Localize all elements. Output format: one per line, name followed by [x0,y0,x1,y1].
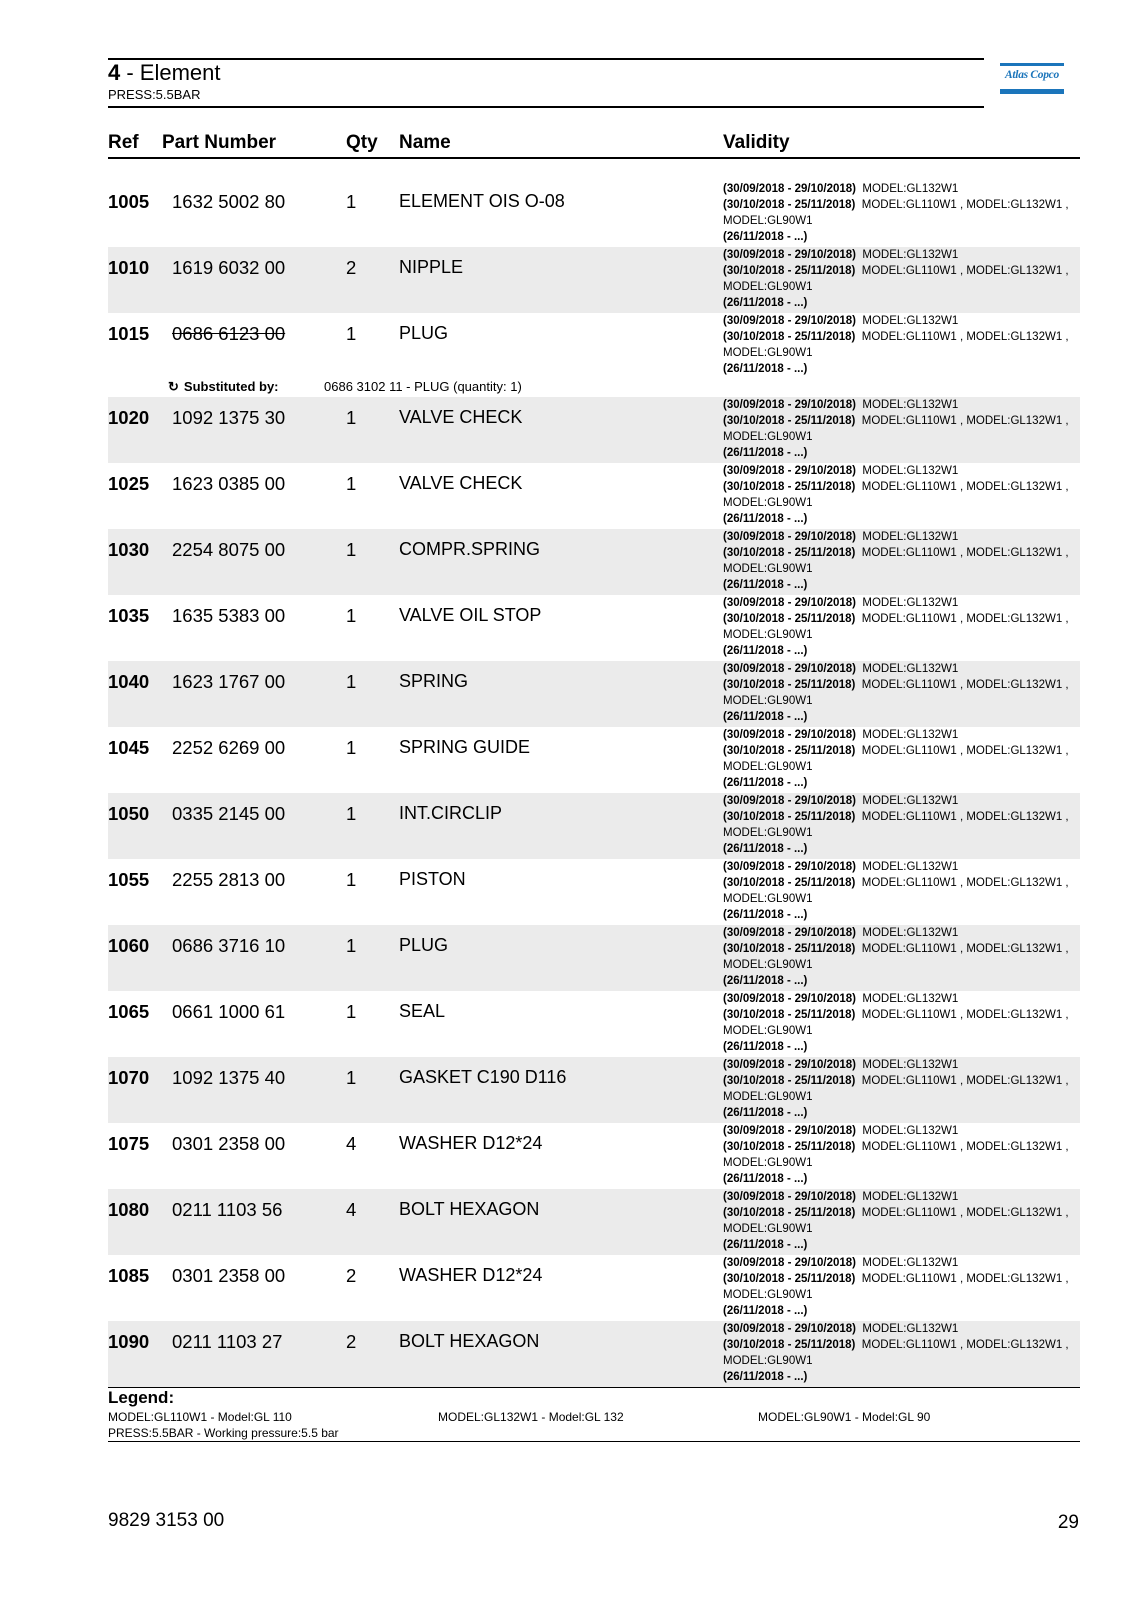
validity-models: MODEL:GL90W1 [723,959,813,971]
legend-item: MODEL:GL110W1 - Model:GL 110 [108,1410,292,1424]
validity-range: (30/09/2018 - 29/10/2018) [723,861,856,873]
logo-bar-bottom [1000,89,1064,94]
substituted-label: ↻ Substituted by: [168,379,279,394]
validity-range: (30/10/2018 - 25/11/2018) [723,1141,856,1153]
validity-range: (26/11/2018 - ...) [723,843,808,855]
validity-range: (26/11/2018 - ...) [723,297,808,309]
table-row [108,397,1080,463]
validity-info [723,661,1069,725]
validity-range: (30/09/2018 - 29/10/2018) [723,183,856,195]
part-number: 2254 8075 00 [172,539,286,560]
legend-item: MODEL:GL90W1 - Model:GL 90 [758,1410,931,1424]
validity-models: MODEL:GL90W1 [723,1157,813,1169]
validity-models: MODEL:GL132W1 [862,1323,959,1335]
part-qty: 1 [346,737,357,758]
validity-models: MODEL:GL132W1 [862,399,959,411]
validity-models: MODEL:GL110W1 , MODEL:GL132W1 , [861,481,1069,493]
table-row [108,727,1080,793]
validity-range: (26/11/2018 - ...) [723,1239,808,1251]
part-ref: 1020 [108,407,150,428]
validity-models: MODEL:GL132W1 [862,465,959,477]
validity-range: (30/09/2018 - 29/10/2018) [723,465,856,477]
part-name: WASHER D12*24 [399,1265,543,1285]
validity-models: MODEL:GL110W1 , MODEL:GL132W1 , [861,1339,1069,1351]
logo-wordmark: Atlas Copco [1005,69,1059,81]
validity-range: (30/10/2018 - 25/11/2018) [723,613,856,625]
validity-range: (30/09/2018 - 29/10/2018) [723,1059,856,1071]
validity-models: MODEL:GL110W1 , MODEL:GL132W1 , [861,877,1069,889]
part-number: 2252 6269 00 [172,737,286,758]
validity-range: (30/10/2018 - 25/11/2018) [723,1009,856,1021]
validity-models: MODEL:GL132W1 [862,1059,959,1071]
part-ref: 1060 [108,935,150,956]
table-row [108,661,1080,727]
validity-range: (30/10/2018 - 25/11/2018) [723,877,856,889]
validity-range: (30/09/2018 - 29/10/2018) [723,993,856,1005]
validity-models: MODEL:GL110W1 , MODEL:GL132W1 , [861,265,1069,277]
part-qty: 1 [346,935,357,956]
validity-range: (26/11/2018 - ...) [723,1173,808,1185]
part-number: 0686 3716 10 [172,935,286,956]
validity-range: (30/10/2018 - 25/11/2018) [723,1273,856,1285]
validity-range: (26/11/2018 - ...) [723,975,808,987]
part-qty: 1 [346,869,357,890]
col-header-name: Name [399,132,451,153]
substitution-note [108,379,1080,397]
validity-range: (30/10/2018 - 25/11/2018) [723,745,856,757]
validity-models: MODEL:GL90W1 [723,281,813,293]
validity-range: (30/10/2018 - 25/11/2018) [723,415,856,427]
section-number: 4 [108,60,121,85]
validity-models: MODEL:GL90W1 [723,1091,813,1103]
validity-range: (30/09/2018 - 29/10/2018) [723,1125,856,1137]
part-number: 0211 1103 27 [172,1331,283,1352]
part-qty: 1 [346,671,357,692]
table-row [108,925,1080,991]
validity-models: MODEL:GL132W1 [862,927,959,939]
document-number: 9829 3153 00 [108,1510,225,1531]
part-number: 2255 2813 00 [172,869,286,890]
part-qty: 2 [346,257,357,278]
validity-range: (26/11/2018 - ...) [723,1107,808,1119]
validity-info [723,397,1069,461]
part-name: SPRING [399,671,469,691]
table-row [108,313,1080,397]
part-name: NIPPLE [399,257,464,277]
validity-range: (30/10/2018 - 25/11/2018) [723,199,856,211]
validity-models: MODEL:GL132W1 [862,315,959,327]
table-row [108,463,1080,529]
validity-models: MODEL:GL110W1 , MODEL:GL132W1 , [861,1075,1069,1087]
validity-info [723,313,1069,377]
validity-range: (30/09/2018 - 29/10/2018) [723,1323,856,1335]
substituted-text: 0686 3102 11 - PLUG (quantity: 1) [324,379,522,394]
validity-range: (30/10/2018 - 25/11/2018) [723,331,856,343]
validity-range: (30/09/2018 - 29/10/2018) [723,1257,856,1269]
validity-range: (26/11/2018 - ...) [723,513,808,525]
col-header-part-number: Part Number [162,132,277,153]
validity-range: (30/09/2018 - 29/10/2018) [723,729,856,741]
validity-info [723,859,1069,923]
part-name: VALVE OIL STOP [399,605,542,625]
part-qty: 1 [346,191,357,212]
table-row [108,1123,1080,1189]
part-name: SPRING GUIDE [399,737,531,757]
validity-models: MODEL:GL132W1 [862,729,959,741]
part-ref: 1005 [108,191,150,212]
part-name: PISTON [399,869,466,889]
table-row [108,1255,1080,1321]
part-ref: 1070 [108,1067,150,1088]
part-qty: 1 [346,539,357,560]
validity-models: MODEL:GL110W1 , MODEL:GL132W1 , [861,1207,1069,1219]
part-ref: 1035 [108,605,150,626]
part-ref: 1050 [108,803,150,824]
validity-models: MODEL:GL132W1 [862,249,959,261]
validity-range: (30/09/2018 - 29/10/2018) [723,531,856,543]
legend-divider-bottom [108,1441,1080,1442]
validity-range: (26/11/2018 - ...) [723,645,808,657]
part-qty: 1 [346,323,357,344]
validity-range: (30/09/2018 - 29/10/2018) [723,927,856,939]
validity-models: MODEL:GL90W1 [723,1355,813,1367]
part-ref: 1010 [108,257,150,278]
validity-range: (30/10/2018 - 25/11/2018) [723,1339,856,1351]
validity-models: MODEL:GL132W1 [862,183,959,195]
validity-models: MODEL:GL90W1 [723,1289,813,1301]
validity-models: MODEL:GL110W1 , MODEL:GL132W1 , [861,415,1069,427]
part-name: PLUG [399,935,449,955]
validity-models: MODEL:GL90W1 [723,215,813,227]
validity-models: MODEL:GL132W1 [862,1125,959,1137]
legend-divider-top [108,1387,1080,1388]
validity-models: MODEL:GL90W1 [723,629,813,641]
validity-models: MODEL:GL90W1 [723,1223,813,1235]
part-ref: 1080 [108,1199,150,1220]
col-header-validity: Validity [723,132,790,153]
table-row [108,1057,1080,1123]
validity-models: MODEL:GL110W1 , MODEL:GL132W1 , [861,613,1069,625]
part-name: GASKET C190 D116 [399,1067,567,1087]
validity-range: (26/11/2018 - ...) [723,1371,808,1383]
validity-models: MODEL:GL110W1 , MODEL:GL132W1 , [861,331,1069,343]
table-row [108,529,1080,595]
validity-range: (30/09/2018 - 29/10/2018) [723,597,856,609]
part-number: 1092 1375 40 [172,1067,286,1088]
validity-range: (26/11/2018 - ...) [723,447,808,459]
header-divider [108,157,1080,159]
validity-info [723,1057,1069,1121]
validity-range: (30/09/2018 - 29/10/2018) [723,249,856,261]
part-name: WASHER D12*24 [399,1133,543,1153]
part-number: 0335 2145 00 [172,803,286,824]
validity-range: (30/09/2018 - 29/10/2018) [723,663,856,675]
part-qty: 1 [346,803,357,824]
part-name: INT.CIRCLIP [399,803,503,823]
part-number: 1623 0385 00 [172,473,286,494]
part-qty: 1 [346,1001,357,1022]
validity-models: MODEL:GL90W1 [723,893,813,905]
part-number: 0686 6123 00 [172,323,286,344]
validity-info [723,1189,1069,1253]
validity-info [723,247,1069,311]
validity-range: (30/10/2018 - 25/11/2018) [723,811,856,823]
validity-models: MODEL:GL132W1 [862,795,959,807]
part-name: COMPR.SPRING [399,539,541,559]
part-number: 0661 1000 61 [172,1001,286,1022]
part-qty: 1 [346,605,357,626]
part-name: VALVE CHECK [399,407,523,427]
validity-models: MODEL:GL90W1 [723,1025,813,1037]
substitute-icon: ↻ [168,379,179,394]
part-number: 1092 1375 30 [172,407,286,428]
legend-item: MODEL:GL132W1 - Model:GL 132 [438,1410,624,1424]
part-name: ELEMENT OIS O-08 [399,191,565,211]
part-ref: 1075 [108,1133,150,1154]
part-qty: 1 [346,407,357,428]
validity-models: MODEL:GL110W1 , MODEL:GL132W1 , [861,547,1069,559]
validity-info [723,1255,1069,1319]
validity-models: MODEL:GL132W1 [862,1191,959,1203]
validity-range: (30/10/2018 - 25/11/2018) [723,1075,856,1087]
part-number: 1632 5002 80 [172,191,286,212]
part-name: BOLT HEXAGON [399,1331,540,1351]
validity-models: MODEL:GL132W1 [862,1257,959,1269]
legend-title: Legend: [108,1388,175,1407]
validity-range: (30/10/2018 - 25/11/2018) [723,547,856,559]
part-ref: 1015 [108,323,150,344]
page-number: 29 [1057,1512,1079,1533]
part-name: BOLT HEXAGON [399,1199,540,1219]
validity-info [723,595,1069,659]
part-ref: 1045 [108,737,150,758]
validity-info [723,925,1069,989]
part-ref: 1030 [108,539,150,560]
table-row [108,1189,1080,1255]
validity-models: MODEL:GL110W1 , MODEL:GL132W1 , [861,679,1069,691]
validity-range: (30/10/2018 - 25/11/2018) [723,943,856,955]
validity-info [723,463,1069,527]
part-ref: 1055 [108,869,150,890]
table-row [108,181,1080,247]
part-number: 0301 2358 00 [172,1265,286,1286]
validity-models: MODEL:GL110W1 , MODEL:GL132W1 , [861,811,1069,823]
part-number: 0301 2358 00 [172,1133,286,1154]
table-row [108,991,1080,1057]
part-ref: 1090 [108,1331,150,1352]
atlas-copco-logo [1000,63,1064,95]
validity-range: (30/09/2018 - 29/10/2018) [723,399,856,411]
logo-bar-top [1000,63,1064,66]
part-ref: 1025 [108,473,150,494]
validity-models: MODEL:GL110W1 , MODEL:GL132W1 , [861,199,1069,211]
validity-range: (30/09/2018 - 29/10/2018) [723,315,856,327]
part-qty: 1 [346,1067,357,1088]
validity-range: (26/11/2018 - ...) [723,777,808,789]
section-subtitle: PRESS:5.5BAR [108,87,201,102]
part-qty: 4 [346,1133,357,1154]
part-qty: 4 [346,1199,357,1220]
validity-range: (26/11/2018 - ...) [723,1305,808,1317]
part-name: PLUG [399,323,449,343]
table-row [108,1321,1080,1387]
section-title-text: - Element [120,60,221,85]
validity-info [723,1321,1069,1385]
validity-models: MODEL:GL110W1 , MODEL:GL132W1 , [861,1009,1069,1021]
validity-models: MODEL:GL90W1 [723,347,813,359]
validity-models: MODEL:GL110W1 , MODEL:GL132W1 , [861,745,1069,757]
part-ref: 1040 [108,671,150,692]
part-qty: 2 [346,1265,357,1286]
validity-range: (26/11/2018 - ...) [723,579,808,591]
validity-range: (30/10/2018 - 25/11/2018) [723,265,856,277]
part-number: 1635 5383 00 [172,605,286,626]
validity-models: MODEL:GL132W1 [862,861,959,873]
legend-item: PRESS:5.5BAR - Working pressure:5.5 bar [108,1426,339,1440]
table-row [108,859,1080,925]
table-row [108,793,1080,859]
validity-models: MODEL:GL90W1 [723,761,813,773]
validity-models: MODEL:GL132W1 [862,993,959,1005]
part-number: 0211 1103 56 [172,1199,283,1220]
table-row [108,595,1080,661]
validity-info [723,793,1069,857]
part-qty: 1 [346,473,357,494]
validity-range: (30/09/2018 - 29/10/2018) [723,1191,856,1203]
part-ref: 1085 [108,1265,150,1286]
part-number: 1619 6032 00 [172,257,286,278]
validity-range: (26/11/2018 - ...) [723,1041,808,1053]
part-ref: 1065 [108,1001,150,1022]
part-number: 1623 1767 00 [172,671,286,692]
validity-models: MODEL:GL90W1 [723,431,813,443]
validity-info [723,529,1069,593]
page-header [108,58,984,108]
validity-models: MODEL:GL90W1 [723,695,813,707]
validity-models: MODEL:GL132W1 [862,531,959,543]
part-qty: 2 [346,1331,357,1352]
validity-models: MODEL:GL132W1 [862,663,959,675]
validity-models: MODEL:GL110W1 , MODEL:GL132W1 , [861,1273,1069,1285]
validity-info [723,181,1069,245]
validity-range: (30/10/2018 - 25/11/2018) [723,679,856,691]
validity-range: (26/11/2018 - ...) [723,231,808,243]
validity-info [723,1123,1069,1187]
validity-models: MODEL:GL110W1 , MODEL:GL132W1 , [861,1141,1069,1153]
validity-info [723,991,1069,1055]
validity-range: (26/11/2018 - ...) [723,711,808,723]
validity-models: MODEL:GL132W1 [862,597,959,609]
validity-range: (26/11/2018 - ...) [723,363,808,375]
validity-models: MODEL:GL90W1 [723,497,813,509]
validity-range: (30/10/2018 - 25/11/2018) [723,1207,856,1219]
validity-range: (26/11/2018 - ...) [723,909,808,921]
part-name: VALVE CHECK [399,473,523,493]
col-header-qty: Qty [346,132,378,153]
validity-models: MODEL:GL90W1 [723,827,813,839]
validity-range: (30/10/2018 - 25/11/2018) [723,481,856,493]
col-header-ref: Ref [108,132,139,153]
section-title [108,60,221,86]
validity-range: (30/09/2018 - 29/10/2018) [723,795,856,807]
validity-models: MODEL:GL90W1 [723,563,813,575]
validity-models: MODEL:GL110W1 , MODEL:GL132W1 , [861,943,1069,955]
table-row [108,247,1080,313]
validity-info [723,727,1069,791]
part-name: SEAL [399,1001,446,1021]
